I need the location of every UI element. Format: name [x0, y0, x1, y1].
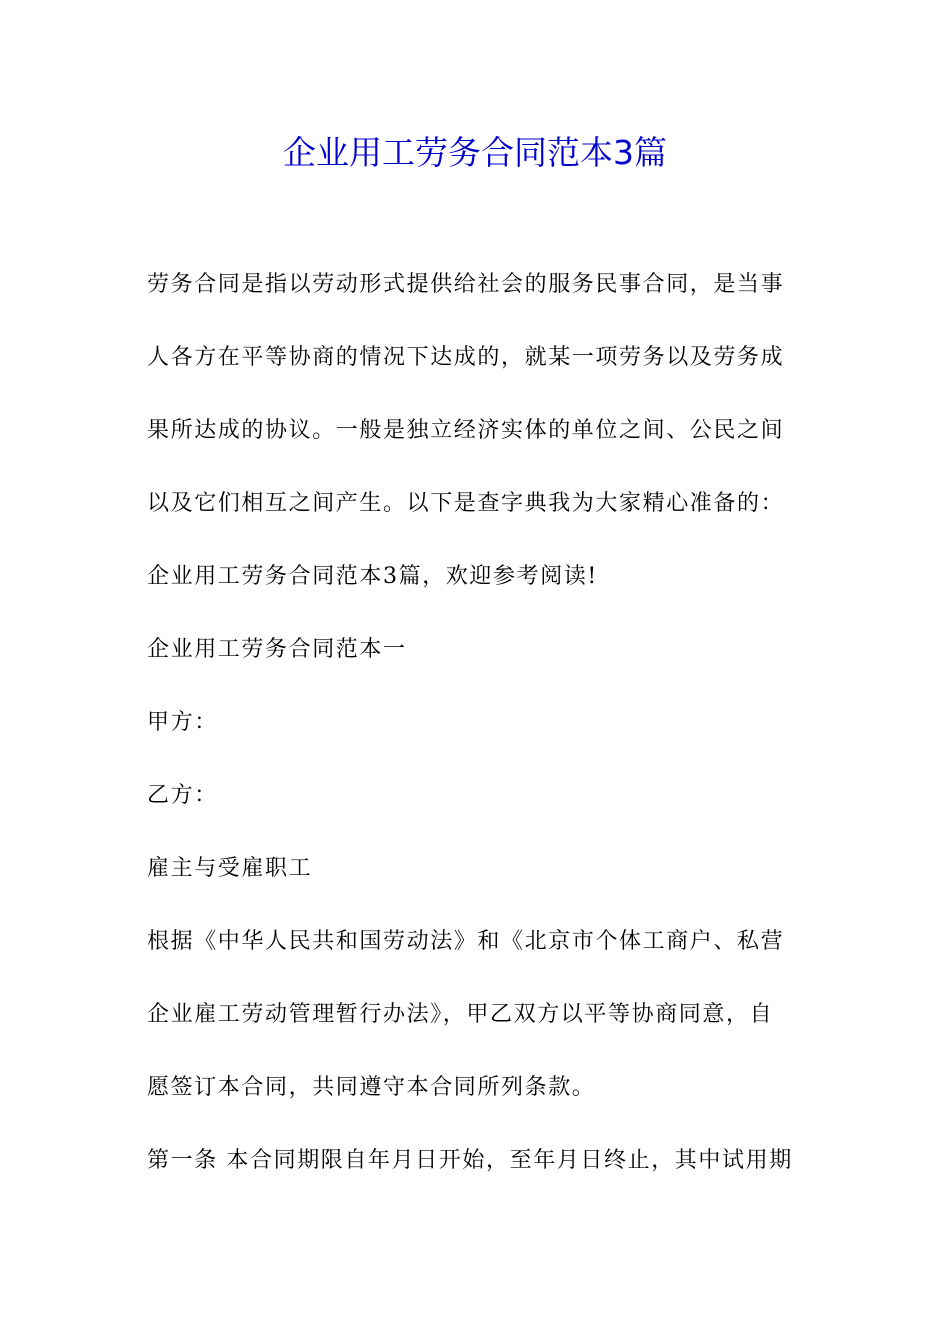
paragraph-line: 根据《中华人民共和国劳动法》和《北京市个体工商户、私营	[147, 929, 785, 954]
paragraph-line: 企业雇工劳动管理暂行办法》，甲乙双方以平等协商同意，自	[147, 1002, 774, 1027]
paragraph-line: 愿签订本合同，共同遵守本合同所列条款。	[147, 1075, 596, 1100]
party-a-label: 甲方：	[147, 710, 218, 735]
paragraph-line: 以及它们相互之间产生。以下是查字典我为大家精心准备的：	[147, 491, 785, 516]
document-body	[147, 260, 807, 1185]
paragraph-line: 企业用工劳务合同范本3篇，欢迎参考阅读!	[147, 564, 598, 589]
paragraph-line: 人各方在平等协商的情况下达成的，就某一项劳务以及劳务成	[147, 345, 785, 370]
paragraph-line: 果所达成的协议。一般是独立经济实体的单位之间、公民之间	[147, 418, 785, 443]
paragraph-line: 劳务合同是指以劳动形式提供给社会的服务民事合同，是当事	[147, 272, 785, 297]
article-line: 第一条 本合同期限自年月日开始，至年月日终止，其中试用期	[147, 1148, 793, 1173]
section-heading: 企业用工劳务合同范本一	[147, 637, 407, 662]
party-b-label: 乙方：	[147, 783, 218, 808]
document-title: 企业用工劳务合同范本3篇	[283, 133, 667, 172]
paragraph-line: 雇主与受雇职工	[147, 856, 313, 881]
